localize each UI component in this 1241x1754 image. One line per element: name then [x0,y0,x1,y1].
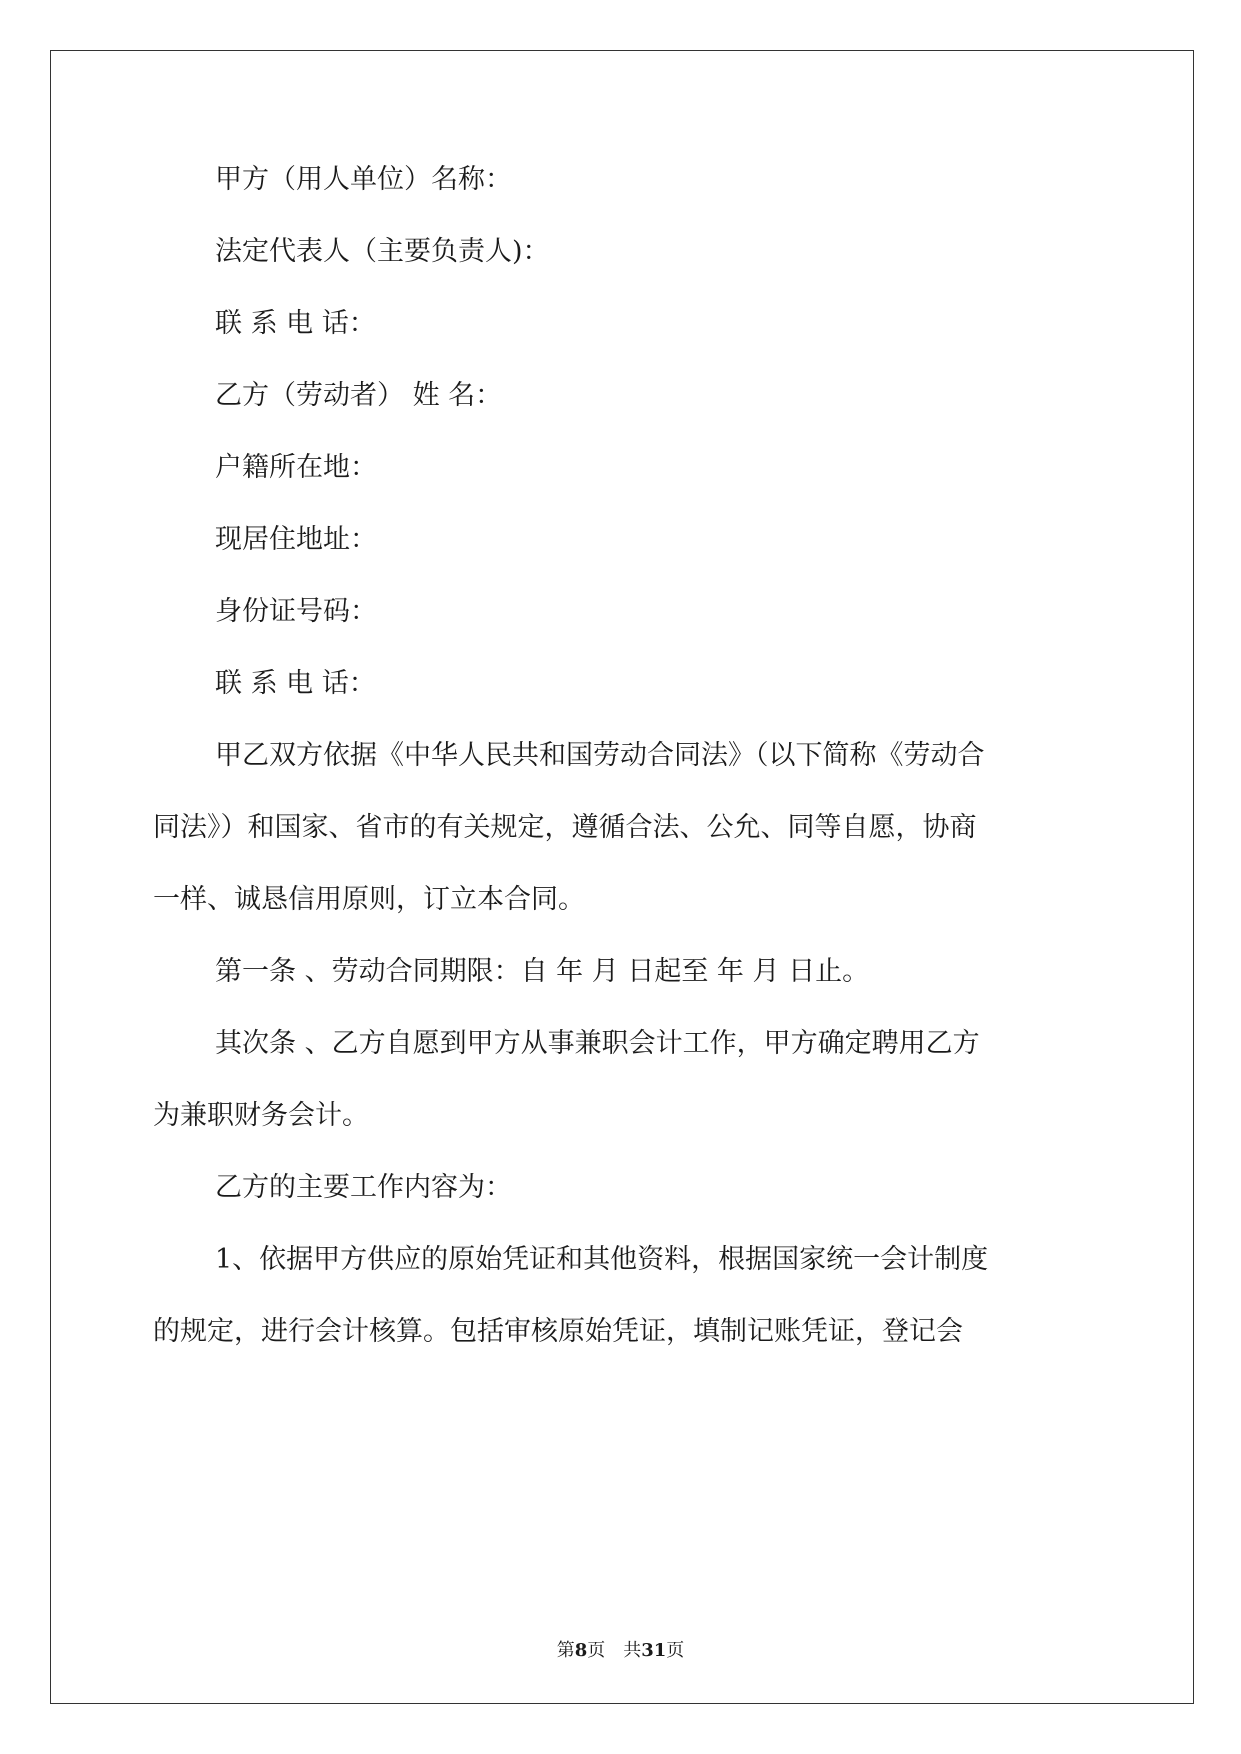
page-number: 8 [574,1640,588,1661]
id-number-line: 身份证号码： [215,596,377,627]
household-register-line: 户籍所在地： [215,452,377,483]
page-suffix: 页 [587,1640,606,1661]
page-prefix: 第 [556,1640,575,1661]
article-1-line: 第一条 、劳动合同期限：自 年 月 日起至 年 月 日止。 [215,956,870,987]
party-a-phone-line: 联 系 电 话： [215,308,376,339]
preamble-paragraph-line-3: 一样、诚恳信用原则，订立本合同。 [153,884,585,915]
work-item-1-line-2: 的规定，进行会计核算。包括审核原始凭证，填制记账凭证，登记会 [153,1316,963,1347]
page-border [50,50,1194,1704]
preamble-paragraph-line-2: 同法》）和国家、省市的有关规定，遵循合法、公允、同等自愿，协商 [153,812,977,843]
legal-representative-line: 法定代表人（主要负责人)： [215,236,550,267]
work-item-1-line-1: 1、依据甲方供应的原始凭证和其他资料，根据国家统一会计制度 [215,1244,989,1275]
article-2-line-2: 为兼职财务会计。 [153,1100,369,1131]
party-b-name-line: 乙方（劳动者） 姓 名： [215,380,503,411]
total-pages: 31 [641,1640,667,1661]
party-b-phone-line: 联 系 电 话： [215,668,376,699]
work-content-heading: 乙方的主要工作内容为： [215,1172,512,1203]
total-suffix: 页 [666,1640,685,1661]
preamble-paragraph-line-1: 甲乙双方依据《中华人民共和国劳动合同法》（以下简称《劳动合 [215,740,985,771]
total-prefix: 共 [623,1640,642,1661]
current-address-line: 现居住地址： [215,524,377,555]
party-a-name-line: 甲方（用人单位）名称： [215,164,512,195]
article-2-line-1: 其次条 、乙方自愿到甲方从事兼职会计工作，甲方确定聘用乙方 [215,1028,980,1059]
page-footer [0,1636,1241,1662]
